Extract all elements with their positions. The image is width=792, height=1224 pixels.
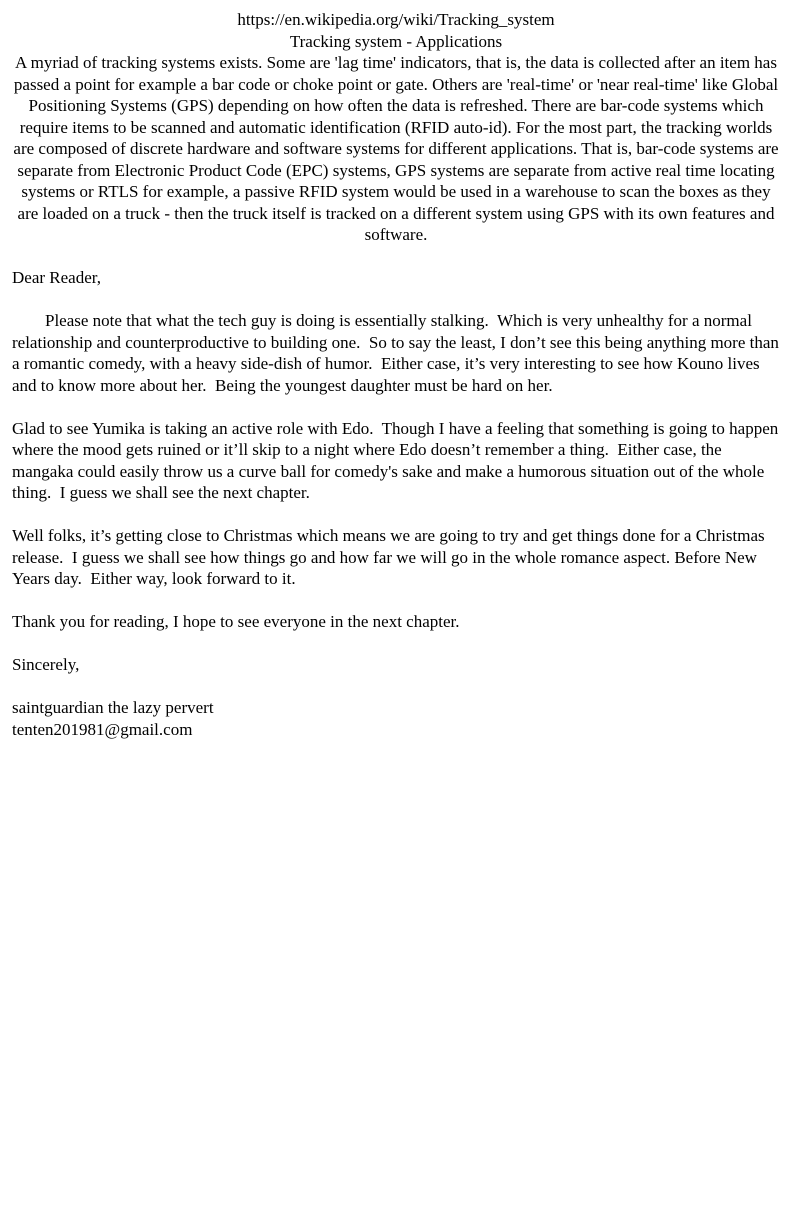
letter-paragraph-4: Thank you for reading, I hope to see everyone in the next chapter.	[12, 612, 460, 631]
signature-name: saintguardian the lazy pervert	[12, 698, 214, 717]
signature-email: tenten201981@gmail.com	[12, 719, 193, 739]
letter-paragraph-3: Well folks, it’s getting close to Christmas which means we are going to try and get things done for a Christmas release. I guess we shall see how things go and how far we will go in the whole romance aspect. Before New Years day. Either way, look forward to it.	[12, 526, 769, 588]
excerpt-paragraph: A myriad of tracking systems exists. Some are 'lag time' indicators, that is, the data is collected after an item has passed a point for example a bar code or choke point or gate. Others are 'real-time' or 'near real-time' like Global Positioning Systems (GPS) depending on how often the data is refreshed. There are bar-code systems which require items to be scanned and automatic identification (RFID auto-id). For the most part, the tracking worlds are composed of discrete hardware and software systems for different applications. That is, bar-code systems are separate from Electronic Product Code (EPC) systems, GPS systems are separate from active real time locating systems or RTLS for example, a passive RFID system would be used in a warehouse to scan the boxes as they are loaded on a truck - then the truck itself is tracked on a different system using GPS with its own features and software.	[13, 53, 783, 244]
page-title: Tracking system - Applications	[289, 31, 503, 51]
signature-block	[12, 697, 780, 740]
letter-paragraph-1: Please note that what the tech guy is doing is essentially stalking. Which is very unhealthy for a normal relationship and counterproductive to building one. So to say the least, I don’t see this being anything more than a romantic comedy, with a heavy side-dish of humor. Either case, it’s very interesting to see how Kouno lives and to know more about her. Being the youngest daughter must be hard on her.	[12, 311, 784, 395]
letter-paragraph-2: Glad to see Yumika is taking an active role with Edo. Though I have a feeling that something is going to happen where the mood gets ruined or it’ll skip to a night where Edo doesn’t remember a thing. Either case, the mangaka could easily throw us a curve ball for comedy's sake and make a humorous situation out of the whole thing. I guess we shall see the next chapter.	[12, 418, 783, 502]
document-header	[12, 9, 783, 246]
source-url: https://en.wikipedia.org/wiki/Tracking_system	[237, 10, 555, 29]
salutation: Dear Reader,	[12, 268, 101, 287]
letter-body	[12, 267, 784, 740]
closing: Sincerely,	[12, 655, 80, 674]
